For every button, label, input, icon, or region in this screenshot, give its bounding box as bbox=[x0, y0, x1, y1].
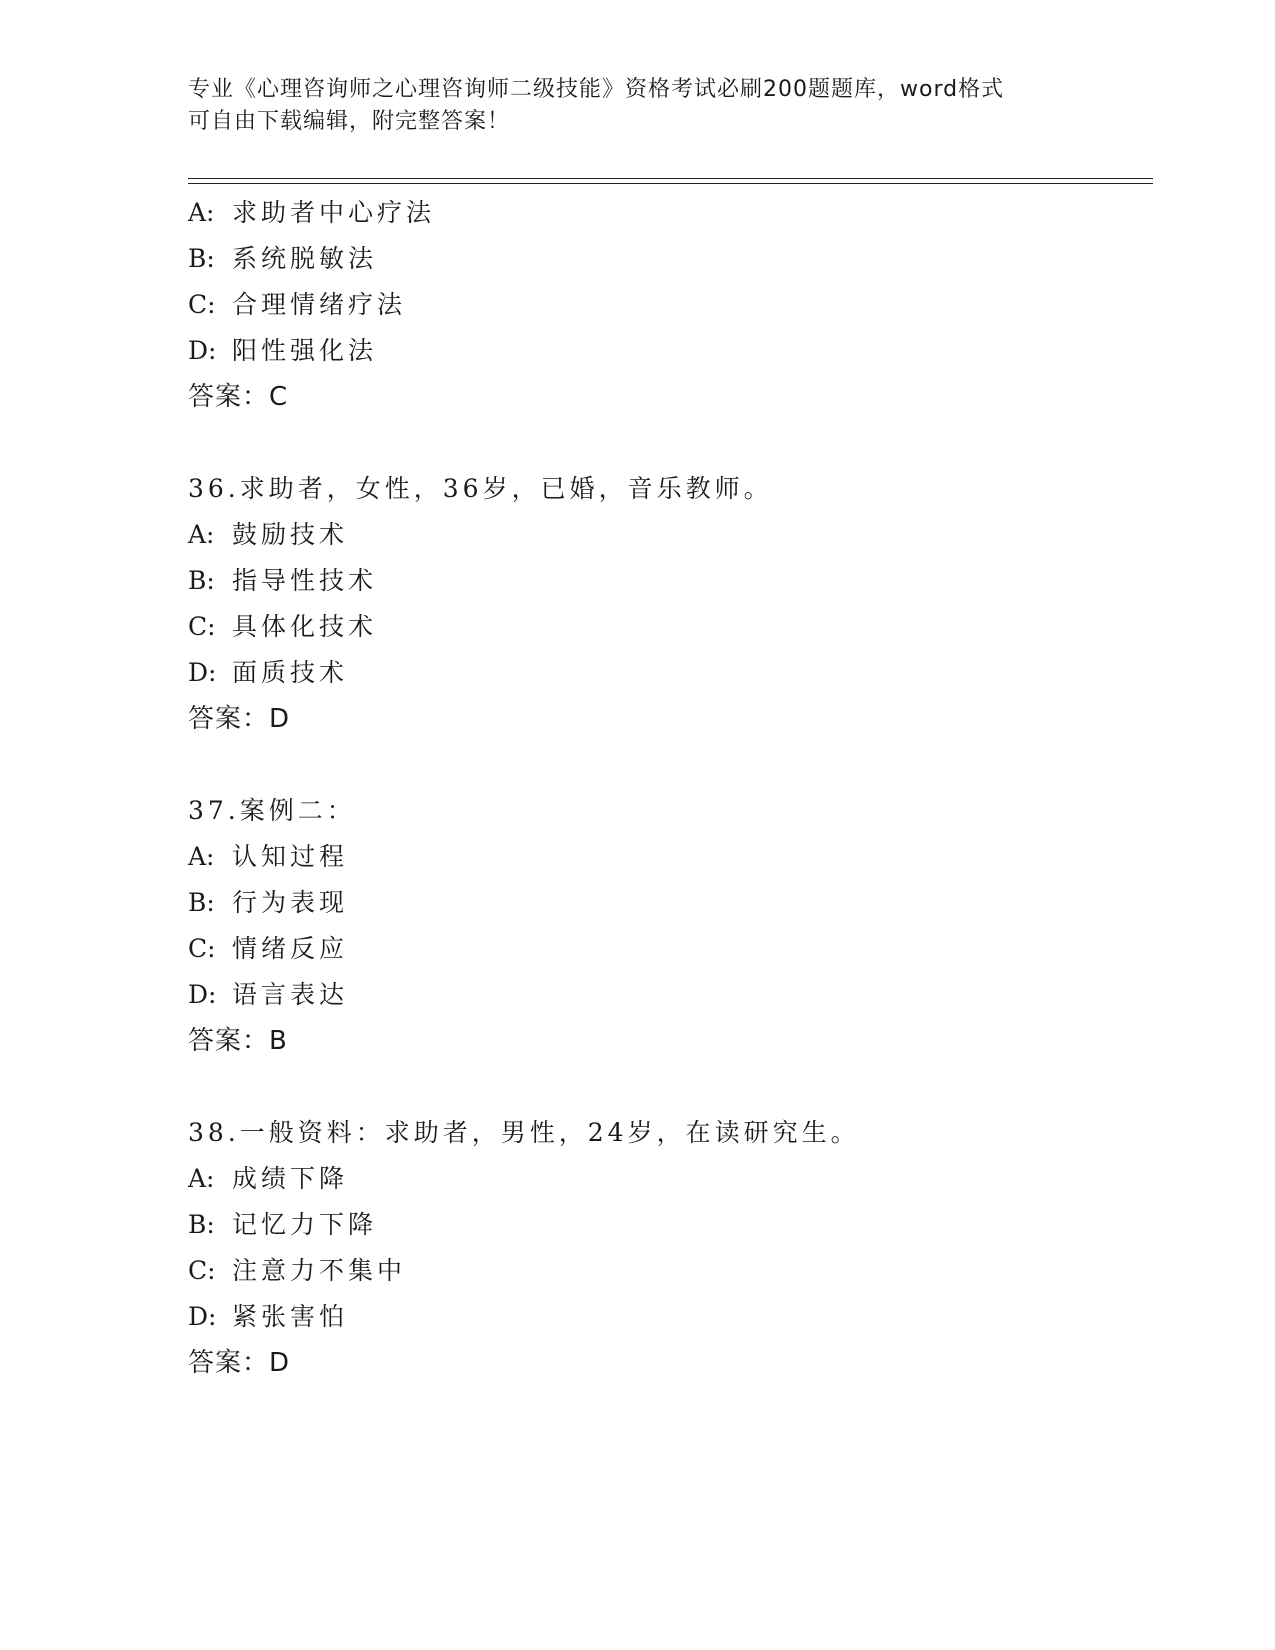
option-c bbox=[188, 282, 1148, 328]
question-block bbox=[188, 788, 1148, 1064]
option-b bbox=[188, 880, 1148, 926]
option-text: 注意力不集中 bbox=[232, 1256, 407, 1285]
option-c bbox=[188, 926, 1148, 972]
option-a bbox=[188, 512, 1148, 558]
question-text: 37.案例二： bbox=[188, 796, 356, 825]
option-text: 记忆力下降 bbox=[232, 1210, 378, 1239]
option-d bbox=[188, 972, 1148, 1018]
option-text: 紧张害怕 bbox=[232, 1302, 349, 1331]
option-a bbox=[188, 834, 1148, 880]
header-title-line-1: 专业《心理咨询师之心理咨询师二级技能》资格考试必刷200题题库，word格式 bbox=[188, 77, 1005, 102]
document-header bbox=[188, 74, 1088, 138]
option-a bbox=[188, 1156, 1148, 1202]
option-letter: A: bbox=[188, 520, 215, 549]
question-text: 36.求助者，女性，36岁，已婚，音乐教师。 bbox=[188, 474, 773, 503]
option-letter: C: bbox=[188, 934, 216, 963]
option-letter: D: bbox=[188, 336, 217, 365]
option-text: 认知过程 bbox=[232, 842, 349, 871]
question-block bbox=[188, 466, 1148, 742]
option-text: 鼓励技术 bbox=[232, 520, 349, 549]
header-divider-bottom bbox=[188, 183, 1153, 184]
option-letter: B: bbox=[188, 566, 215, 595]
option-b bbox=[188, 558, 1148, 604]
option-d bbox=[188, 328, 1148, 374]
answer-line: 答案：D bbox=[188, 704, 291, 734]
option-text: 具体化技术 bbox=[232, 612, 378, 641]
option-c bbox=[188, 1248, 1148, 1294]
option-letter: B: bbox=[188, 888, 215, 917]
option-letter: D: bbox=[188, 1302, 217, 1331]
option-b bbox=[188, 236, 1148, 282]
option-text: 语言表达 bbox=[232, 980, 349, 1009]
option-text: 系统脱敏法 bbox=[232, 244, 378, 273]
option-letter: C: bbox=[188, 612, 216, 641]
question-block bbox=[188, 190, 1148, 420]
question-text: 38.一般资料：求助者，男性，24岁，在读研究生。 bbox=[188, 1118, 860, 1147]
question-list bbox=[188, 190, 1148, 1386]
option-c bbox=[188, 604, 1148, 650]
option-letter: B: bbox=[188, 1210, 215, 1239]
option-d bbox=[188, 650, 1148, 696]
answer-line: 答案：D bbox=[188, 1348, 291, 1378]
option-letter: C: bbox=[188, 290, 216, 319]
option-letter: C: bbox=[188, 1256, 216, 1285]
answer-line: 答案：C bbox=[188, 382, 289, 412]
option-text: 阳性强化法 bbox=[232, 336, 378, 365]
option-text: 面质技术 bbox=[232, 658, 349, 687]
header-divider-top bbox=[188, 178, 1153, 179]
option-d bbox=[188, 1294, 1148, 1340]
option-letter: A: bbox=[188, 198, 215, 227]
option-text: 成绩下降 bbox=[232, 1164, 349, 1193]
option-a bbox=[188, 190, 1148, 236]
option-letter: A: bbox=[188, 842, 215, 871]
option-letter: D: bbox=[188, 658, 217, 687]
question-block bbox=[188, 1110, 1148, 1386]
option-letter: B: bbox=[188, 244, 215, 273]
option-b bbox=[188, 1202, 1148, 1248]
option-text: 求助者中心疗法 bbox=[232, 198, 436, 227]
option-text: 行为表现 bbox=[232, 888, 349, 917]
answer-line: 答案：B bbox=[188, 1026, 288, 1056]
option-text: 指导性技术 bbox=[232, 566, 378, 595]
option-text: 合理情绪疗法 bbox=[232, 290, 407, 319]
header-title-line-2: 可自由下载编辑，附完整答案！ bbox=[188, 109, 511, 134]
option-letter: A: bbox=[188, 1164, 215, 1193]
option-text: 情绪反应 bbox=[232, 934, 349, 963]
option-letter: D: bbox=[188, 980, 217, 1009]
